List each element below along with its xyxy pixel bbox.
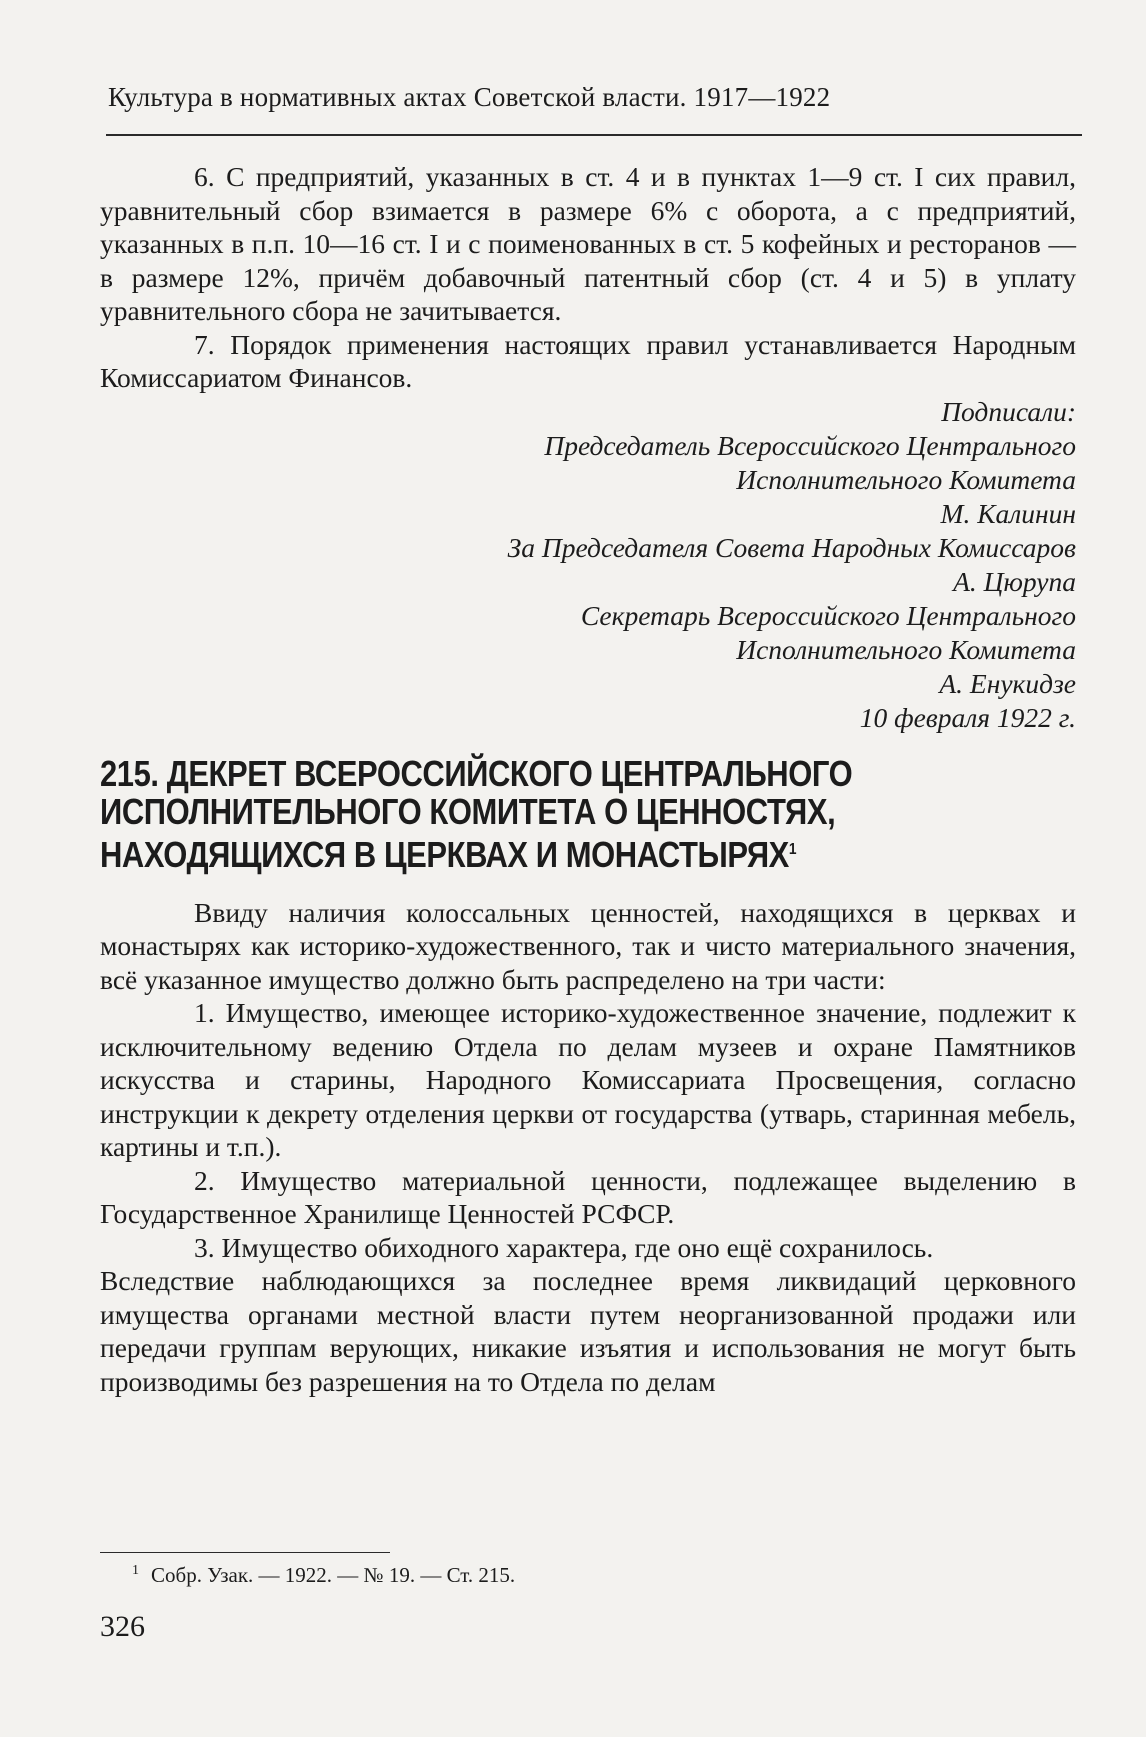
footnote-text: Собр. Узак. — 1922. — № 19. — Ст. 215. <box>151 1563 516 1587</box>
running-head: Культура в нормативных актах Советской власти. 1917—1922 <box>108 82 831 112</box>
page-content <box>100 160 1076 1398</box>
footnote-marker: 1 <box>132 1563 139 1578</box>
footnote-ref: 1 <box>788 840 797 858</box>
decree-title-text: 215. ДЕКРЕТ ВСЕРОССИЙСКОГО ЦЕНТРАЛЬНОГО ИСПОЛНИТЕЛЬНОГО КОМИТЕТА О ЦЕННОСТЯХ, НАХОДЯЩИХСЯ В ЦЕРКВАХ И МОНАСТЫРЯХ <box>100 752 853 875</box>
decree-title <box>100 752 1076 875</box>
decree-body <box>100 896 1076 1399</box>
signed-label: Подписали: <box>941 395 1076 427</box>
signatory-name: А. Цюрупа <box>953 565 1076 597</box>
decree-item-1: 1. Имущество, имеющее историко-художественное значение, подлежит к исключительному ведению Отдела по делам музеев и охране Памятников искусства и старины, Народного Комиссариата Просвещения, согласно инструкции к декрету отделения церкви от государства (утварь, старинная мебель, картины и т.п.). <box>100 997 1076 1162</box>
decree-item-3: 3. Имущество обиходного характера, где оно ещё сохранилось. <box>194 1231 934 1263</box>
signatory-title-line: Исполнительного Комитета <box>736 633 1076 665</box>
decree-intro: Ввиду наличия колоссальных ценностей, находящихся в церквах и монастырях как историко-художественного, так и чисто материального значения, всё указанное имущество должно быть распределено на три части: <box>100 896 1076 995</box>
signatory-name: А. Енукидзе <box>939 667 1076 699</box>
signatory-title-line: За Председателя Совета Народных Комиссаров <box>507 531 1076 563</box>
footnote <box>132 1563 515 1588</box>
paragraph-7: 7. Порядок применения настоящих правил устанавливается Народным Комиссариатом Финансов. <box>100 328 1076 393</box>
document-date: 10 февраля 1922 г. <box>859 701 1076 733</box>
signature-block <box>100 395 1076 735</box>
signatory-title-line: Председатель Всероссийского Центрального <box>544 429 1076 461</box>
signatory-title-line: Исполнительного Комитета <box>736 463 1076 495</box>
page-number: 326 <box>100 1610 145 1643</box>
header-rule <box>106 134 1082 136</box>
paragraph-6: 6. С предприятий, указанных в ст. 4 и в пунктах 1—9 ст. I сих правил, уравнительный сбор взимается в размере 6% с оборота, а с предприятий, указанных в п.п. 10—16 ст. I и с поименованных в ст. 5 кофейных и ресторанов — в размере 12%, причём добавочный патентный сбор (ст. 4 и 5) в уплату уравнительного сбора не зачитывается. <box>100 161 1076 326</box>
signatory-title-line: Секретарь Всероссийского Центрального <box>580 599 1076 631</box>
footnote-rule <box>100 1552 390 1553</box>
signatory-name: М. Калинин <box>940 497 1076 529</box>
decree-item-2: 2. Имущество материальной ценности, подлежащее выделению в Государственное Хранилище Ценностей РСФСР. <box>100 1164 1076 1229</box>
decree-continuation: Вследствие наблюдающихся за последнее время ликвидаций церковного имущества органами местной власти путем неорганизованной продажи или передачи группам верующих, никакие изъятия и использования не могут быть производимы без разрешения на то Отдела по делам <box>100 1265 1076 1397</box>
